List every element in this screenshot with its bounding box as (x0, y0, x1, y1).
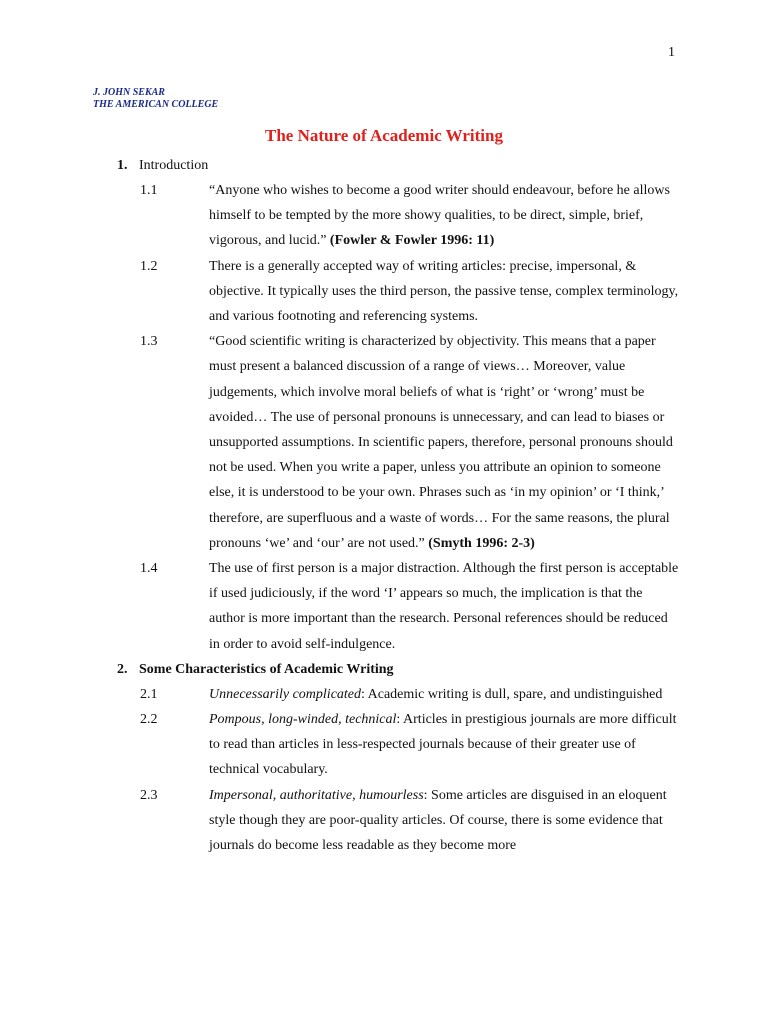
item-term: Pompous, long-winded, technical (209, 712, 397, 728)
item-number: 2.3 (140, 787, 158, 803)
section-title: Some Characteristics of Academic Writing (139, 661, 394, 677)
section-number: 2. (117, 661, 128, 677)
list-item (0, 254, 768, 330)
item-number: 1.1 (140, 183, 158, 198)
item-body: : Academic writing is dull, spare, and undistinguished (361, 686, 663, 702)
item-term: Impersonal, authoritative, humourless (209, 787, 424, 803)
list-item (0, 682, 768, 707)
document-body (0, 153, 768, 858)
item-text (209, 783, 679, 859)
item-number: 2.2 (140, 712, 158, 728)
list-item (0, 783, 768, 859)
item-text (209, 556, 679, 657)
item-text (209, 254, 679, 330)
section-number: 1. (117, 158, 128, 173)
citation: (Fowler & Fowler 1996: 11) (329, 233, 495, 249)
author-name: J. JOHN SEKAR (93, 87, 165, 98)
item-body: There is a generally accepted way of writing articles: precise, impersonal, & objective. It typically uses the third person, the passive tense, complex terminology, and various footnoting and referencing systems. (209, 258, 679, 325)
author-institution: THE AMERICAN COLLEGE (93, 99, 219, 110)
item-body: The use of first person is a major distraction. Although the first person is acceptable if used judiciously, if the word ‘I’ appears so much, the implication is that the author is more important than the research. Personal references should be reduced in order to avoid self-indulgence. (209, 561, 679, 652)
item-body: : Some articles are disguised in an eloquent style though they are poor-quality articles. Of course, there is some evidence that journals do become less readable as they become more (209, 787, 667, 854)
list-item (0, 329, 768, 556)
item-text (209, 682, 679, 707)
item-body: “Anyone who wishes to become a good writer should endeavour, before he allows himself to be tempted by the more showy qualities, to be direct, simple, brief, vigorous, and lucid.” (209, 183, 670, 249)
section-heading-introduction (117, 153, 768, 178)
list-item (0, 556, 768, 657)
item-number: 1.3 (140, 334, 158, 350)
item-body: : Articles in prestigious journals are more difficult to read than articles in less-respected journals because of their greater use of technical vocabulary. (209, 712, 677, 778)
item-body: “Good scientific writing is characterized by objectivity. This means that a paper must present a balanced discussion of a range of views… Moreover, value judgements, which involve moral beliefs of what is ‘right’ or ‘wrong’ must be avoided… The use of personal pronouns is unnecessary, and can lead to biases or unsupported assumptions. In scientific papers, therefore, personal pronouns should not be used. When you write a paper, unless you attribute an opinion to someone else, it is understood to be your own. Phrases such as ‘in my opinion’ or ‘I think,’ therefore, are superfluous and a waste of words… For the same reasons, the plural pronouns ‘we’ and ‘our’ are not used.” (209, 334, 673, 551)
document-title: The Nature of Academic Writing (265, 126, 503, 145)
item-text (209, 329, 679, 556)
author-block (93, 87, 218, 111)
page-number: 1 (668, 45, 675, 60)
item-number: 1.2 (140, 258, 158, 274)
section-heading-characteristics (117, 657, 768, 682)
item-text (209, 178, 679, 254)
citation: (Smyth 1996: 2-3) (428, 535, 535, 551)
item-text (209, 707, 679, 783)
item-number: 1.4 (140, 561, 158, 577)
section-title: Introduction (139, 158, 209, 173)
list-item (0, 707, 768, 783)
item-term: Unnecessarily complicated (209, 686, 362, 702)
item-number: 2.1 (140, 686, 158, 702)
list-item (0, 178, 768, 254)
